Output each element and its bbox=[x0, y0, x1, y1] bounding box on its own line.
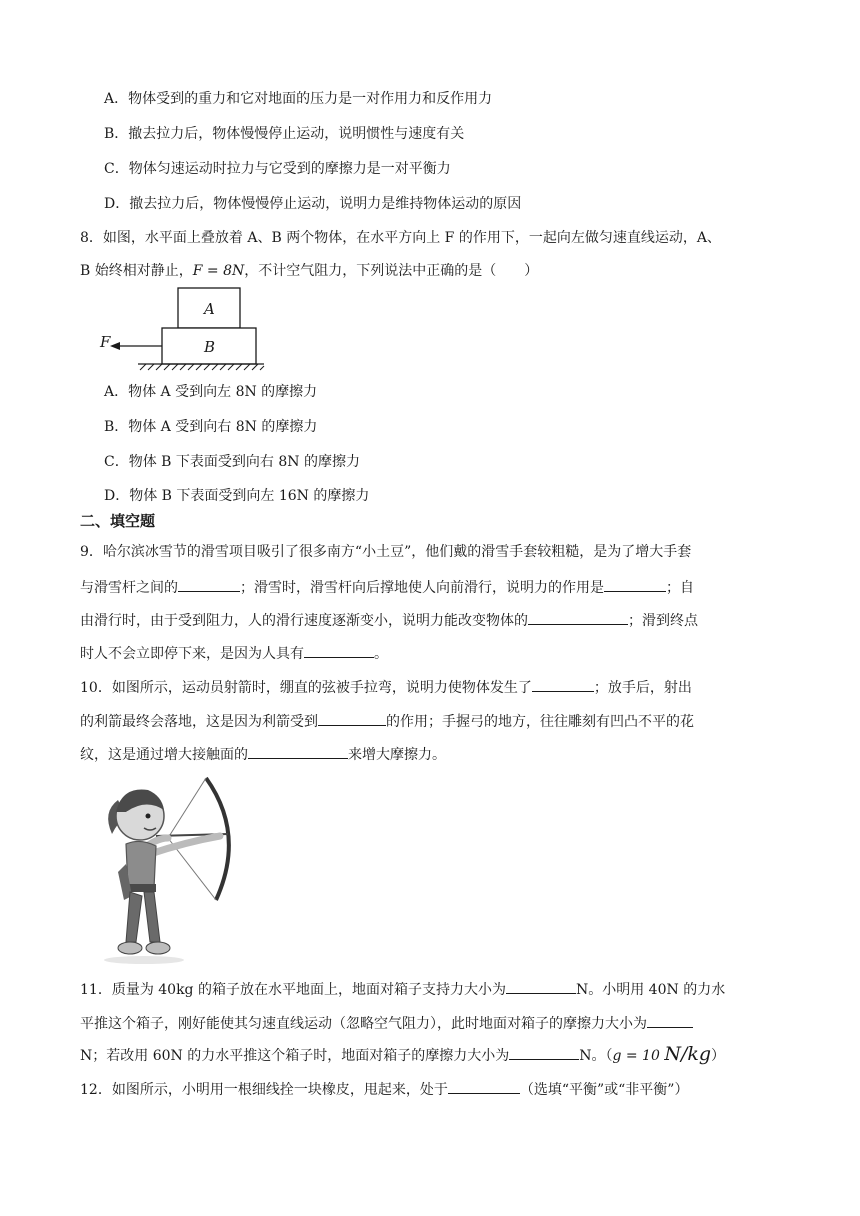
q8-label-f: F bbox=[100, 333, 111, 351]
answer-blank[interactable] bbox=[318, 710, 386, 726]
q9-text: 与滑雪杆之间的 bbox=[80, 580, 178, 596]
q9-line1: 9．哈尔滨冰雪节的滑雪项目吸引了很多南方“小土豆”，他们戴的滑雪手套较粗糙，是为了增大手套 bbox=[80, 544, 692, 560]
section-title-fill-blank: 二、填空题 bbox=[80, 512, 156, 530]
q11-line2 bbox=[80, 1012, 693, 1034]
q8-option-d: D．物体 B 下表面受到向左 16N 的摩擦力 bbox=[104, 488, 370, 504]
q8-option-b: B．物体 A 受到向右 8N 的摩擦力 bbox=[104, 419, 318, 435]
q11-line3 bbox=[80, 1044, 725, 1066]
q8-stem-question: ，不计空气阻力，下列说法中正确的是（ ） bbox=[244, 263, 539, 279]
q12-text: 12．如图所示，小明用一根细线拴一块橡皮，甩起来，处于 bbox=[80, 1082, 448, 1098]
answer-blank[interactable] bbox=[248, 743, 348, 759]
q7-option-b: B．撤去拉力后，物体慢慢停止运动，说明惯性与速度有关 bbox=[104, 126, 465, 142]
q7-option-c: C．物体匀速运动时拉力与它受到的摩擦力是一对平衡力 bbox=[104, 161, 451, 177]
answer-blank[interactable] bbox=[178, 576, 240, 592]
q11-g-unit: N/kg bbox=[664, 1043, 712, 1065]
q11-line1 bbox=[80, 978, 725, 1000]
q7-option-a: A．物体受到的重力和它对地面的压力是一对作用力和反作用力 bbox=[104, 91, 493, 107]
q10-text: 纹，这是通过增大接触面的 bbox=[80, 747, 248, 763]
q10-line3 bbox=[80, 743, 446, 765]
q9-text: ；滑雪时，滑雪杆向后撑地使人向前滑行，说明力的作用是 bbox=[240, 580, 604, 596]
q8-stem-text: B 始终相对静止， bbox=[80, 263, 193, 279]
q10-text: 的利箭最终会落地，这是因为利箭受到 bbox=[80, 714, 318, 730]
q10-line1 bbox=[80, 676, 692, 698]
q9-line4 bbox=[80, 642, 388, 664]
q8-force-formula: F = 8N bbox=[192, 263, 245, 279]
q9-text: 由滑行时，由于受到阻力，人的滑行速度逐渐变小，说明力能改变物体的 bbox=[80, 613, 528, 629]
answer-blank[interactable] bbox=[532, 676, 594, 692]
q12-line1 bbox=[80, 1078, 688, 1100]
answer-blank[interactable] bbox=[509, 1044, 579, 1060]
q9-text: ；自 bbox=[666, 580, 694, 596]
q11-text: ） bbox=[711, 1048, 726, 1064]
q9-line2 bbox=[80, 576, 694, 598]
q11-text: N。（ bbox=[579, 1048, 613, 1064]
q10-line2 bbox=[80, 710, 694, 732]
answer-blank[interactable] bbox=[604, 576, 666, 592]
q11-g-formula: g = 10 bbox=[612, 1048, 660, 1064]
answer-blank[interactable] bbox=[647, 1012, 693, 1028]
q10-text: 来增大摩擦力。 bbox=[348, 747, 446, 763]
q11-text: N。小明用 40N 的力水 bbox=[575, 982, 726, 998]
answer-blank[interactable] bbox=[528, 609, 628, 625]
q10-text: 10．如图所示，运动员射箭时，绷直的弦被手拉弯，说明力使物体发生了 bbox=[80, 680, 532, 696]
q7-option-d: D．撤去拉力后，物体慢慢停止运动，说明力是维持物体运动的原因 bbox=[104, 196, 522, 212]
q11-text: N；若改用 60N 的力水平推这个箱子时，地面对箱子的摩擦力大小为 bbox=[80, 1048, 510, 1064]
q8-label-a: A bbox=[204, 300, 215, 318]
q12-text: （选填“平衡”或“非平衡”） bbox=[519, 1082, 689, 1098]
q10-text: ；放手后，射出 bbox=[593, 680, 692, 696]
answer-blank[interactable] bbox=[304, 642, 374, 658]
answer-blank[interactable] bbox=[506, 978, 576, 994]
q9-line3 bbox=[80, 609, 698, 631]
q8-stem-line2 bbox=[80, 261, 538, 281]
q9-text: 时人不会立即停下来，是因为人具有 bbox=[80, 646, 304, 662]
q11-text: 11．质量为 40kg 的箱子放在水平地面上，地面对箱子支持力大小为 bbox=[80, 982, 506, 998]
answer-blank[interactable] bbox=[448, 1078, 520, 1094]
q11-text: 平推这个箱子，刚好能使其匀速直线运动（忽略空气阻力），此时地面对箱子的摩擦力大小为 bbox=[80, 1016, 647, 1032]
q8-stem-line1: 8．如图，水平面上叠放着 A、B 两个物体，在水平方向上 F 的作用下，一起向左做匀速直线运动，A、 bbox=[80, 230, 721, 246]
q9-text: 。 bbox=[374, 646, 388, 662]
q8-label-b: B bbox=[204, 338, 216, 356]
q9-text: ；滑到终点 bbox=[628, 613, 698, 629]
q8-option-a: A．物体 A 受到向左 8N 的摩擦力 bbox=[104, 384, 318, 400]
archer-girl-illustration bbox=[96, 772, 246, 968]
q8-stacked-blocks-figure bbox=[96, 284, 266, 374]
q8-option-c: C．物体 B 下表面受到向右 8N 的摩擦力 bbox=[104, 454, 360, 470]
q10-text: 的作用；手握弓的地方，往往雕刻有凹凸不平的花 bbox=[386, 714, 694, 730]
